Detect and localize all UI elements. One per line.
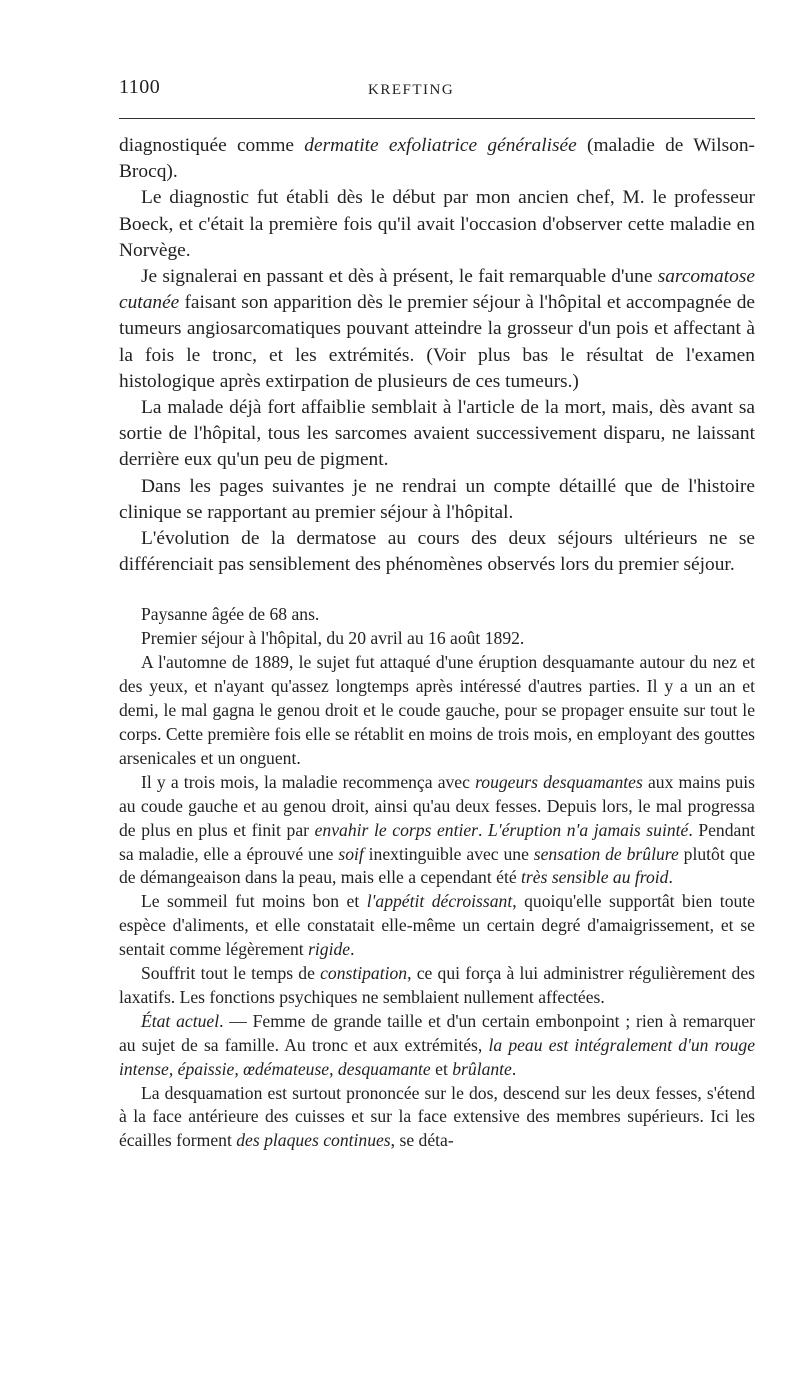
text-run: Le sommeil fut moins bon et bbox=[141, 891, 367, 912]
text-run: L'évolution de la dermatose au cours des deux séjours ultérieurs ne se différenciait pas sensiblement des phénomènes observés lors du premier séjour. bbox=[119, 528, 755, 576]
text-run: . bbox=[478, 819, 489, 840]
italic-text: dermatite exfoliatrice généralisée bbox=[304, 135, 577, 156]
text-run: Le diagnostic fut établi dès le début par mon ancien chef, M. le professeur Boeck, et c'était la première fois qu'il avait l'occasion d'observer cette maladie en Norvège. bbox=[119, 187, 755, 261]
text-run: . bbox=[350, 939, 355, 960]
paragraph bbox=[119, 264, 755, 395]
intro-text bbox=[119, 133, 755, 578]
case-paragraph bbox=[119, 771, 755, 891]
italic-text: rougeurs desquamantes bbox=[475, 771, 643, 792]
text-run: diagnostiquée comme bbox=[119, 135, 305, 156]
text-run: Paysanne âgée de 68 ans. bbox=[141, 604, 320, 625]
paragraph bbox=[119, 133, 755, 185]
text-run: , ce qui força à lui administrer régulièrement des laxatifs. Les fonctions psychiques ne semblaient nullement affectées. bbox=[119, 963, 755, 1007]
paragraph bbox=[119, 395, 755, 474]
case-history bbox=[119, 603, 755, 1153]
italic-text: la peau est intégralement d'un rouge intense, épaissie, œdémateuse, desquamante bbox=[119, 1034, 756, 1079]
italic-text: constipation bbox=[320, 963, 408, 984]
case-paragraph bbox=[119, 962, 755, 1010]
text-run: . Pendant sa maladie, elle a éprouvé une bbox=[119, 819, 756, 864]
text-run: La desquamation est surtout prononcée sur le dos, descend sur les deux fesses, s'étend à la face antérieure des cuisses et sur la face extensive des membres supérieurs. Ici les écailles forment bbox=[119, 1082, 755, 1151]
text-run: . bbox=[668, 867, 673, 888]
running-title: KREFTING bbox=[368, 82, 455, 98]
text-run: Premier séjour à l'hôpital, du 20 avril au 16 août 1892. bbox=[141, 628, 525, 649]
paragraph bbox=[119, 185, 755, 264]
text-run: . bbox=[511, 1058, 517, 1079]
case-paragraph bbox=[119, 1010, 755, 1082]
text-run: plutôt que de démangeaison dans la peau, mais elle a cependant été bbox=[119, 843, 755, 888]
italic-text: très sensible au froid bbox=[521, 867, 669, 888]
text-run: (maladie de Wilson-Brocq). bbox=[119, 135, 755, 183]
italic-text: des plaques continues bbox=[236, 1130, 391, 1151]
italic-text: sensation de brûlure bbox=[533, 843, 679, 864]
text-run: A l'automne de 1889, le sujet fut attaqué d'une éruption desquamante autour du nez et des yeux, et n'ayant qu'assez longtemps après intéressé d'autres parties. Il y a un an et demi, le mal gagna le genou droit et le coude gauche, pour se propager ensuite sur tout le corps. Cette première fois elle se rétablit en moins de trois mois, en employant des gouttes arsenicales et un onguent. bbox=[119, 652, 755, 768]
header-rule bbox=[119, 118, 755, 119]
text-run: faisant son apparition dès le premier séjour à l'hôpital et accompagnée de tumeurs angiosarcomatiques pouvant atteindre la grosseur d'un pois et affectant à la fois le tronc, et les extrémités. (Voir plus bas le résultat de l'examen histologique après extirpation de plusieurs de ces tumeurs.) bbox=[119, 292, 755, 392]
italic-text: brûlante bbox=[452, 1058, 512, 1079]
text-run: inextinguible avec une bbox=[363, 843, 534, 864]
italic-text: État actuel bbox=[141, 1010, 220, 1031]
case-paragraph bbox=[119, 890, 755, 962]
page-number: 1100 bbox=[119, 76, 161, 98]
text-run: Dans les pages suivantes je ne rendrai un compte détaillé que de l'histoire clinique se rapportant au premier séjour à l'hôpital. bbox=[119, 475, 755, 523]
text-run: et bbox=[430, 1058, 453, 1079]
case-paragraph bbox=[119, 627, 755, 651]
italic-text: rigide bbox=[308, 939, 351, 960]
text-run: , se déta- bbox=[390, 1130, 454, 1151]
text-run: La malade déjà fort affaiblie semblait à l'article de la mort, mais, dès avant sa sortie de l'hôpital, tous les sarcomes avaient successivement disparu, ne laissant derrière eux qu'un peu de pigment. bbox=[119, 397, 755, 471]
paragraph bbox=[119, 526, 755, 578]
text-run: Souffrit tout le temps de bbox=[141, 963, 321, 984]
case-paragraph bbox=[119, 651, 755, 771]
italic-text: sarcomatose cutanée bbox=[119, 266, 755, 314]
paragraph bbox=[119, 474, 755, 526]
text-run: . — Femme de grande taille et d'un certain embonpoint ; rien à remarquer au sujet de sa famille. Au tronc et aux extrémités, bbox=[119, 1010, 755, 1055]
text-run: Il y a trois mois, la maladie recommença avec bbox=[141, 771, 476, 792]
italic-text: envahir le corps entier bbox=[314, 819, 479, 840]
text-run: Je signalerai en passant et dès à présent, le fait remarquable d'une bbox=[141, 266, 658, 288]
italic-text: l'appétit décroissant bbox=[366, 891, 513, 912]
page-body bbox=[119, 133, 755, 1153]
italic-text: soif bbox=[338, 843, 364, 864]
italic-text: L'éruption n'a jamais suinté bbox=[488, 819, 689, 840]
text-run: aux mains puis au coude gauche et au genou droit, ainsi qu'au deux fesses. Depuis lors, le mal progressa de plus en plus et finit par bbox=[119, 771, 756, 840]
text-run: , quoiqu'elle supportât bien toute espèce d'aliments, et elle constatait elle-même un certain degré d'amaigrissement, et se sentait comme légèrement bbox=[119, 891, 755, 960]
case-paragraph bbox=[119, 603, 755, 627]
case-paragraph bbox=[119, 1082, 755, 1154]
